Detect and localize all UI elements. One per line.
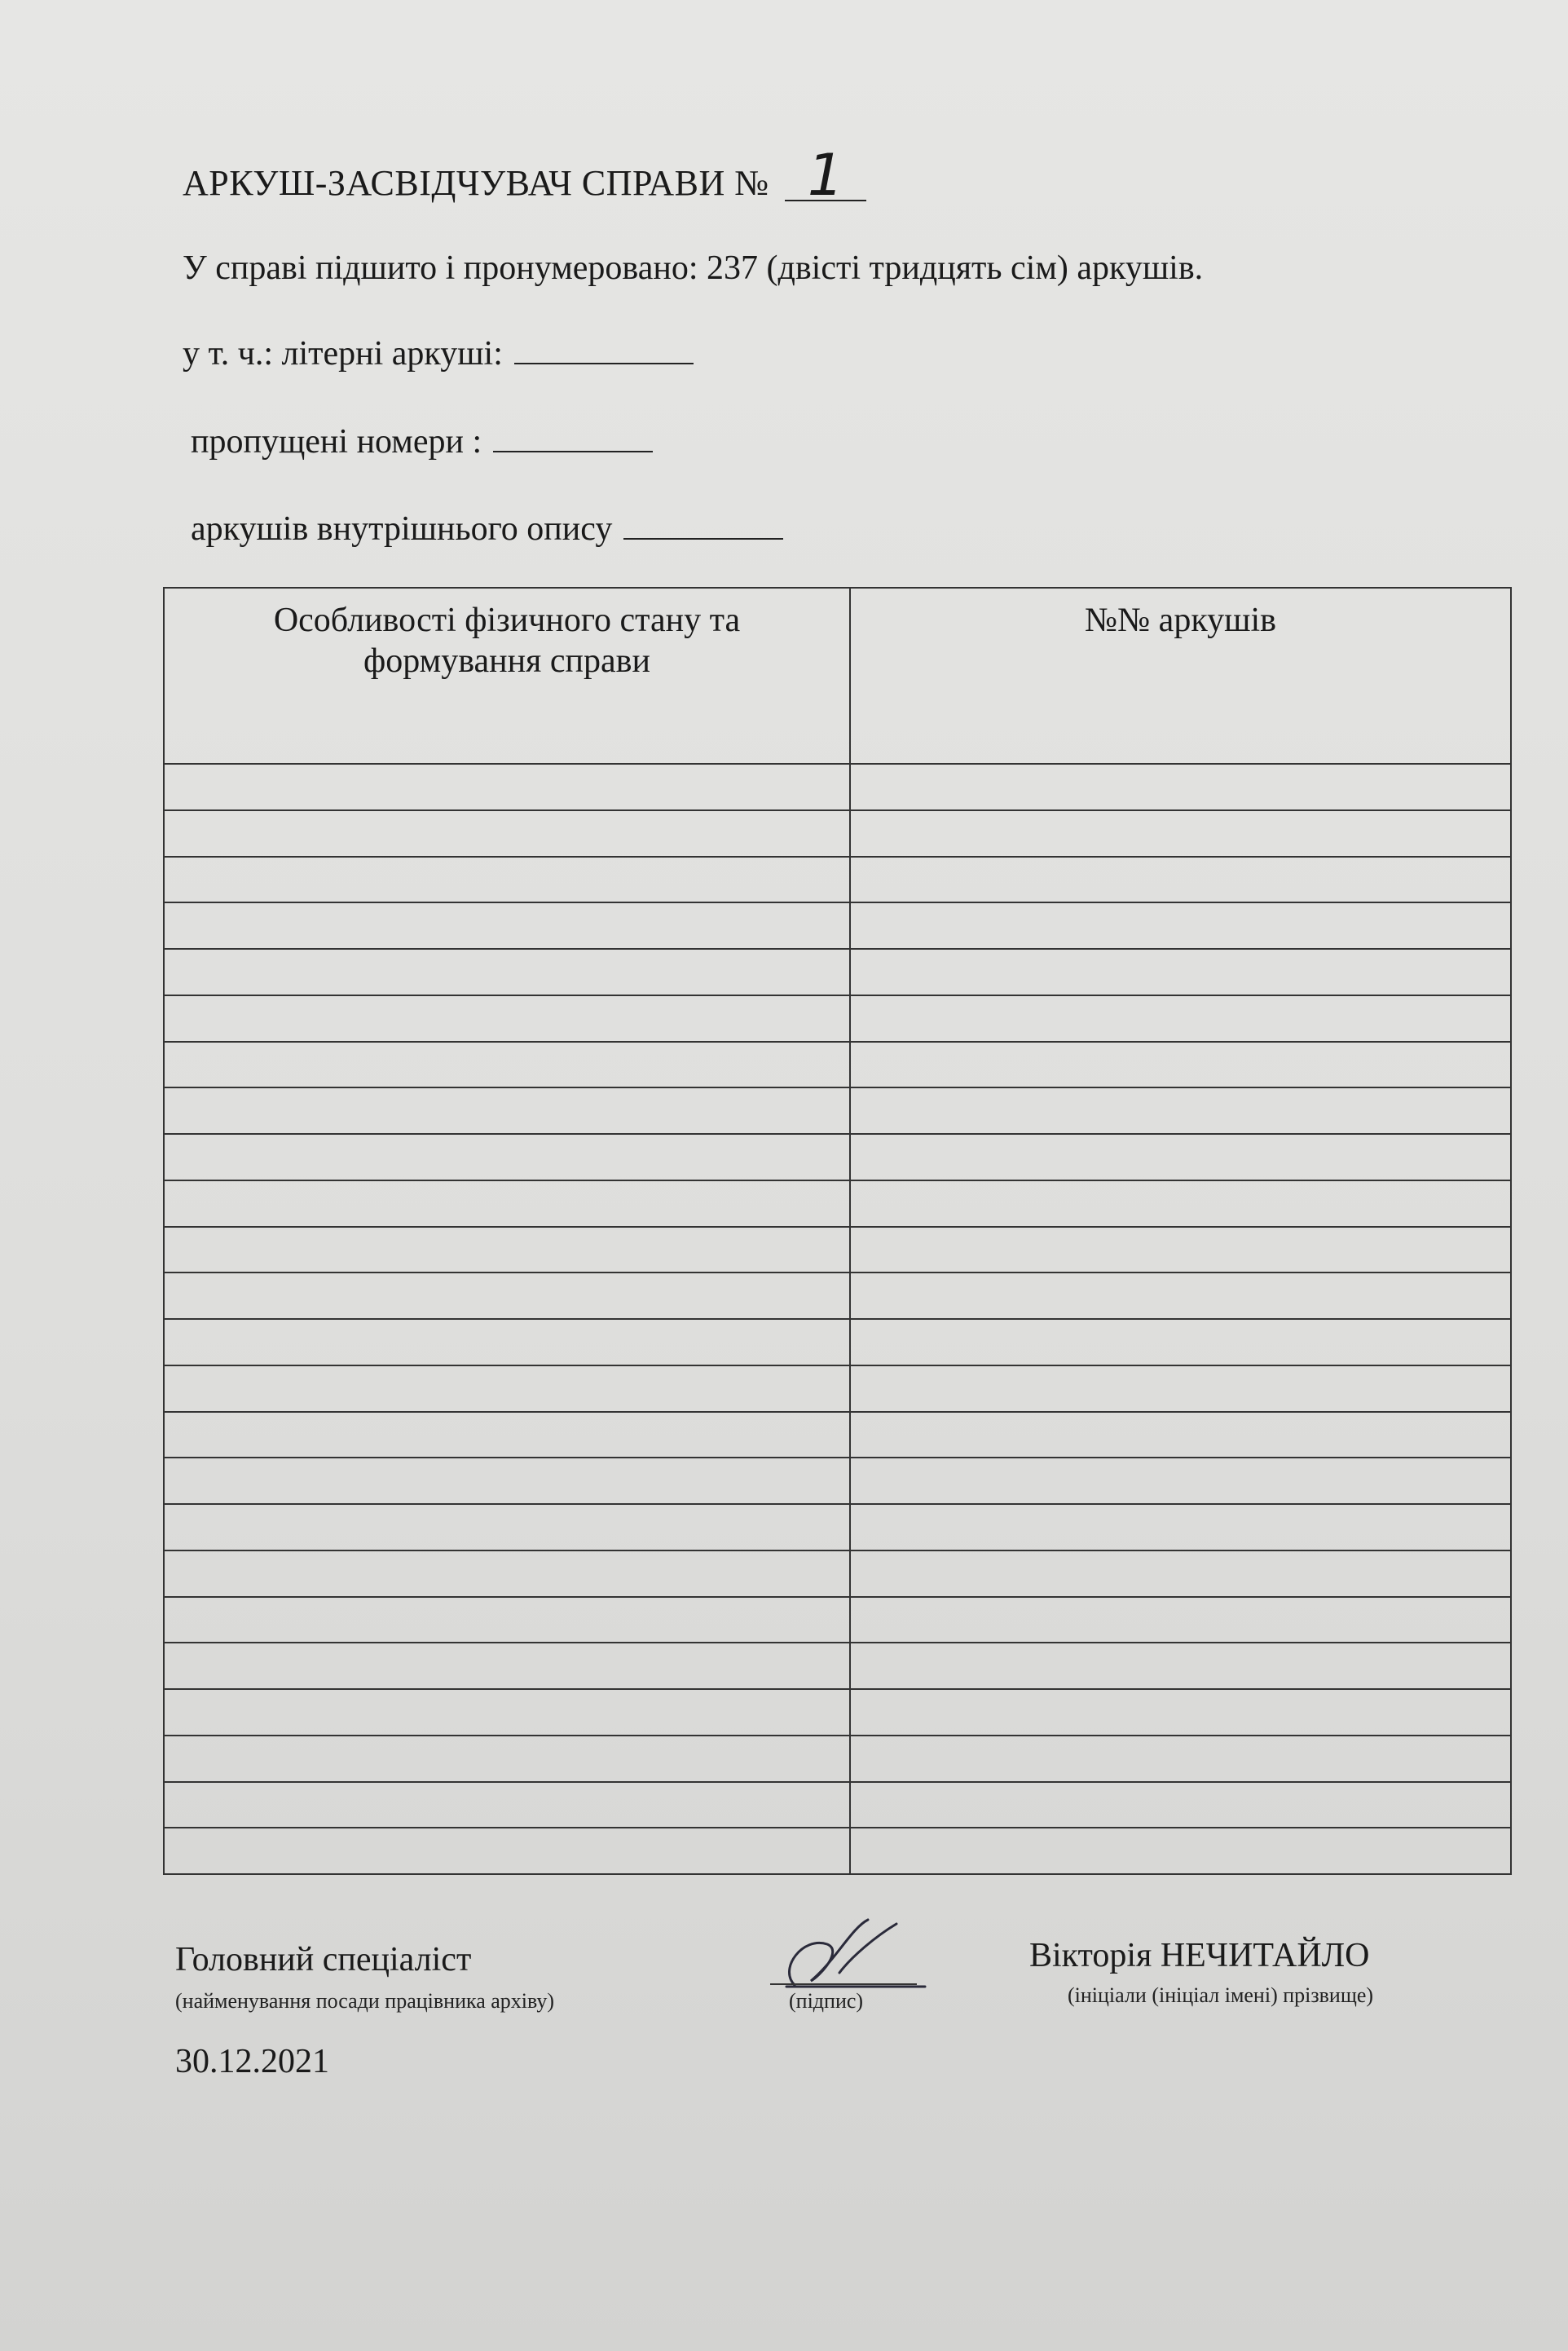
sheets-cell bbox=[850, 1643, 1511, 1689]
condition-cell bbox=[164, 1828, 850, 1874]
condition-cell bbox=[164, 995, 850, 1042]
inner-inventory-field bbox=[191, 509, 783, 549]
table-row bbox=[164, 1458, 1511, 1504]
table-row bbox=[164, 1412, 1511, 1458]
inner-inventory-label: аркушів внутрішнього опису bbox=[191, 510, 613, 548]
table-row bbox=[164, 1550, 1511, 1597]
title-text: АРКУШ-ЗАСВІДЧУВАЧ СПРАВИ № bbox=[183, 163, 769, 203]
condition-cell bbox=[164, 1042, 850, 1088]
condition-cell bbox=[164, 1643, 850, 1689]
table-row bbox=[164, 1042, 1511, 1088]
condition-cell bbox=[164, 1504, 850, 1550]
sheets-cell bbox=[850, 1504, 1511, 1550]
position-caption: (найменування посади працівника архіву) bbox=[175, 1989, 555, 2013]
table-row bbox=[164, 949, 1511, 995]
signatory-name: Вікторія НЕЧИТАЙЛО bbox=[1029, 1937, 1370, 1974]
condition-cell bbox=[164, 1597, 850, 1643]
condition-cell bbox=[164, 1458, 850, 1504]
condition-cell bbox=[164, 1180, 850, 1227]
sheets-cell bbox=[850, 902, 1511, 949]
sheets-cell bbox=[850, 857, 1511, 903]
sheets-cell bbox=[850, 810, 1511, 857]
table-row bbox=[164, 1504, 1511, 1550]
signature-line bbox=[770, 1983, 917, 1985]
sheets-cell bbox=[850, 1689, 1511, 1736]
signature-caption: (підпис) bbox=[789, 1989, 864, 2013]
sheets-cell bbox=[850, 1227, 1511, 1273]
table-header-row bbox=[164, 588, 1511, 764]
sheet-count-statement: У справі підшито і пронумеровано: 237 (двісті тридцять сім) аркушів. bbox=[183, 249, 1204, 287]
table-row bbox=[164, 810, 1511, 857]
condition-cell bbox=[164, 1689, 850, 1736]
letter-sheets-field bbox=[183, 334, 694, 373]
sheets-cell bbox=[850, 1412, 1511, 1458]
condition-cell bbox=[164, 1736, 850, 1782]
condition-cell bbox=[164, 902, 850, 949]
table-row bbox=[164, 1227, 1511, 1273]
condition-cell bbox=[164, 1087, 850, 1134]
condition-cell bbox=[164, 1273, 850, 1319]
sheets-cell bbox=[850, 1042, 1511, 1088]
name-caption: (ініціали (ініціал імені) прізвище) bbox=[1068, 1983, 1374, 2007]
table-row bbox=[164, 764, 1511, 810]
position-title: Головний спеціаліст bbox=[175, 1941, 472, 1978]
table-row bbox=[164, 1597, 1511, 1643]
missing-numbers-field bbox=[191, 422, 653, 461]
condition-cell bbox=[164, 1227, 850, 1273]
sheets-cell bbox=[850, 1319, 1511, 1365]
sheets-cell bbox=[850, 1458, 1511, 1504]
missing-numbers-blank bbox=[493, 423, 653, 452]
sheets-cell bbox=[850, 1087, 1511, 1134]
sheets-cell bbox=[850, 949, 1511, 995]
condition-cell bbox=[164, 1550, 850, 1597]
document-date: 30.12.2021 bbox=[175, 2043, 329, 2080]
inner-inventory-blank bbox=[623, 510, 783, 540]
table-row bbox=[164, 1828, 1511, 1874]
table-row bbox=[164, 1782, 1511, 1828]
sheets-cell bbox=[850, 1134, 1511, 1180]
condition-cell bbox=[164, 949, 850, 995]
letter-sheets-label: у т. ч.: літерні аркуші: bbox=[183, 335, 503, 373]
letter-sheets-blank bbox=[514, 335, 694, 364]
table-row bbox=[164, 995, 1511, 1042]
physical-condition-table bbox=[163, 587, 1512, 1875]
condition-cell bbox=[164, 1782, 850, 1828]
table-row bbox=[164, 1180, 1511, 1227]
sheets-cell bbox=[850, 1828, 1511, 1874]
table-row bbox=[164, 1273, 1511, 1319]
table-row bbox=[164, 857, 1511, 903]
sheets-cell bbox=[850, 1273, 1511, 1319]
table-row bbox=[164, 902, 1511, 949]
sheets-cell bbox=[850, 1782, 1511, 1828]
sheets-cell bbox=[850, 1550, 1511, 1597]
condition-cell bbox=[164, 857, 850, 903]
handwritten-signature bbox=[762, 1912, 933, 2001]
sheets-cell bbox=[850, 1597, 1511, 1643]
sheets-cell bbox=[850, 995, 1511, 1042]
table-row bbox=[164, 1689, 1511, 1736]
table-row bbox=[164, 1087, 1511, 1134]
table-row bbox=[164, 1736, 1511, 1782]
case-number: 1 bbox=[785, 151, 866, 201]
sheets-cell bbox=[850, 1365, 1511, 1412]
missing-numbers-label: пропущені номери : bbox=[191, 423, 482, 461]
condition-cell bbox=[164, 1319, 850, 1365]
table-row bbox=[164, 1365, 1511, 1412]
table-row bbox=[164, 1319, 1511, 1365]
condition-cell bbox=[164, 764, 850, 810]
table-body bbox=[164, 764, 1511, 1874]
table-row bbox=[164, 1643, 1511, 1689]
condition-cell bbox=[164, 1134, 850, 1180]
sheets-cell bbox=[850, 1180, 1511, 1227]
condition-cell bbox=[164, 1412, 850, 1458]
document-title bbox=[183, 142, 866, 209]
condition-cell bbox=[164, 810, 850, 857]
table-row bbox=[164, 1134, 1511, 1180]
column-header-condition: Особливості фізичного стану та формування справи bbox=[164, 588, 850, 764]
column-header-sheets: №№ аркушів bbox=[850, 588, 1511, 764]
sheets-cell bbox=[850, 1736, 1511, 1782]
condition-cell bbox=[164, 1365, 850, 1412]
sheets-cell bbox=[850, 764, 1511, 810]
